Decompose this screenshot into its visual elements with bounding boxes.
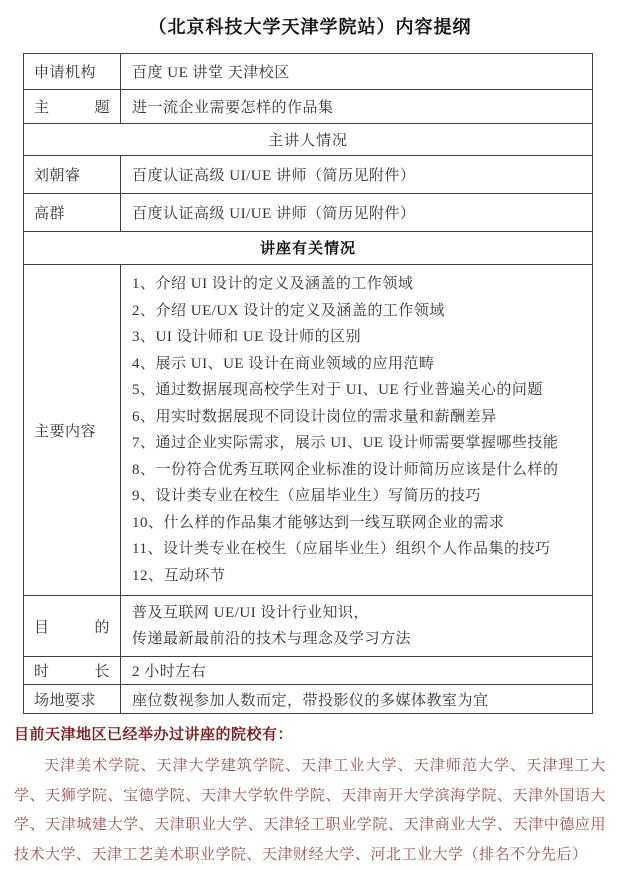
applicant-org-label: 申请机构 — [24, 54, 121, 89]
topic-value: 进一流企业需要怎样的作品集 — [132, 100, 334, 116]
content-item-8: 8、一份符合优秀互联网企业标准的设计师简历应该是什么样的 — [132, 461, 559, 478]
purpose-label — [24, 596, 121, 656]
section-speakers-header: 主讲人情况 — [24, 123, 592, 155]
applicant-org-value: 百度 UE 讲堂 天津校区 — [132, 65, 290, 81]
purpose-label-text: 目的 — [34, 619, 110, 636]
content-item-5: 5、通过数据展现高校学生对于 UI、UE 行业普遍关心的问题 — [132, 382, 543, 398]
row-speaker-2 — [24, 193, 592, 231]
page-title: （北京科技大学天津学院站）内容提纲 — [148, 17, 472, 37]
speaker-2-name: 高群 — [24, 194, 121, 231]
row-venue — [24, 684, 592, 713]
content-item-11: 11、设计类专业在校生（应届毕业生）组织个人作品集的技巧 — [132, 541, 551, 557]
content-item-3: 3、UI 设计师和 UE 设计师的区别 — [132, 329, 362, 345]
content-item-6: 6、用实时数据展现不同设计岗位的需求量和薪酬差异 — [132, 408, 497, 425]
speaker-1-name: 刘朝睿 — [24, 156, 121, 193]
main-content-list — [121, 265, 592, 595]
outline-table — [23, 53, 593, 714]
content-item-10: 10、什么样的作品集才能够达到一线互联网企业的需求 — [132, 514, 505, 531]
duration-label-text: 时长 — [34, 664, 110, 680]
section-lecture-header: 讲座有关情况 — [24, 231, 592, 264]
footer-heading: 目前天津地区已经举办过讲座的院校有： — [14, 726, 294, 743]
content-item-4: 4、展示 UI、UE 设计在商业领域的应用范畴 — [132, 355, 435, 372]
venue-label: 场地要求 — [24, 685, 121, 713]
duration-value: 2 小时左右 — [132, 664, 207, 680]
row-applicant-org — [24, 54, 592, 89]
purpose-line-1: 普及互联网 UE/UI 设计行业知识， — [132, 605, 369, 621]
purpose-value — [121, 596, 592, 656]
topic-label-text: 主题 — [34, 100, 110, 116]
speaker-1-desc: 百度认证高级 UI/UE 讲师（简历见附件） — [132, 168, 416, 184]
row-speaker-1 — [24, 155, 592, 193]
row-purpose — [24, 595, 592, 656]
content-item-9: 9、设计类专业在校生（应届毕业生）写简历的技巧 — [132, 488, 482, 504]
footer-school-list: 天津美术学院、天津大学建筑学院、天津工业大学、天津师范大学、天津理工大学、天狮学院、宝德学院、天津大学软件学院、天津南开大学滨海学院、天津外国语大学、天津城建大学、天津职业大学、天津轻工职业学院、天津商业大学、天津中德应用技术大学、天津工艺美术职业学院、天津财经大学、河北工业大学（排名不分先后） — [14, 758, 606, 863]
content-item-12: 12、互动环节 — [132, 567, 226, 584]
venue-value: 座位数视参加人数而定，带投影仪的多媒体教室为宜 — [132, 692, 489, 709]
content-item-7: 7、通过企业实际需求，展示 UI、UE 设计师需要掌握哪些技能 — [132, 435, 559, 451]
footer-note — [14, 723, 606, 870]
content-item-1: 1、介绍 UI 设计的定义及涵盖的工作领域 — [132, 276, 414, 292]
main-content-label: 主要内容 — [24, 265, 121, 595]
row-duration — [24, 656, 592, 684]
row-topic — [24, 89, 592, 123]
duration-label — [24, 657, 121, 684]
speaker-2-desc: 百度认证高级 UI/UE 讲师（简历见附件） — [132, 206, 416, 222]
topic-label — [24, 90, 121, 123]
purpose-line-2: 传递最新最前沿的技术与理念及学习方法 — [132, 631, 412, 647]
row-main-content — [24, 264, 592, 595]
content-item-2: 2、介绍 UE/UX 设计的定义及涵盖的工作领域 — [132, 302, 445, 319]
